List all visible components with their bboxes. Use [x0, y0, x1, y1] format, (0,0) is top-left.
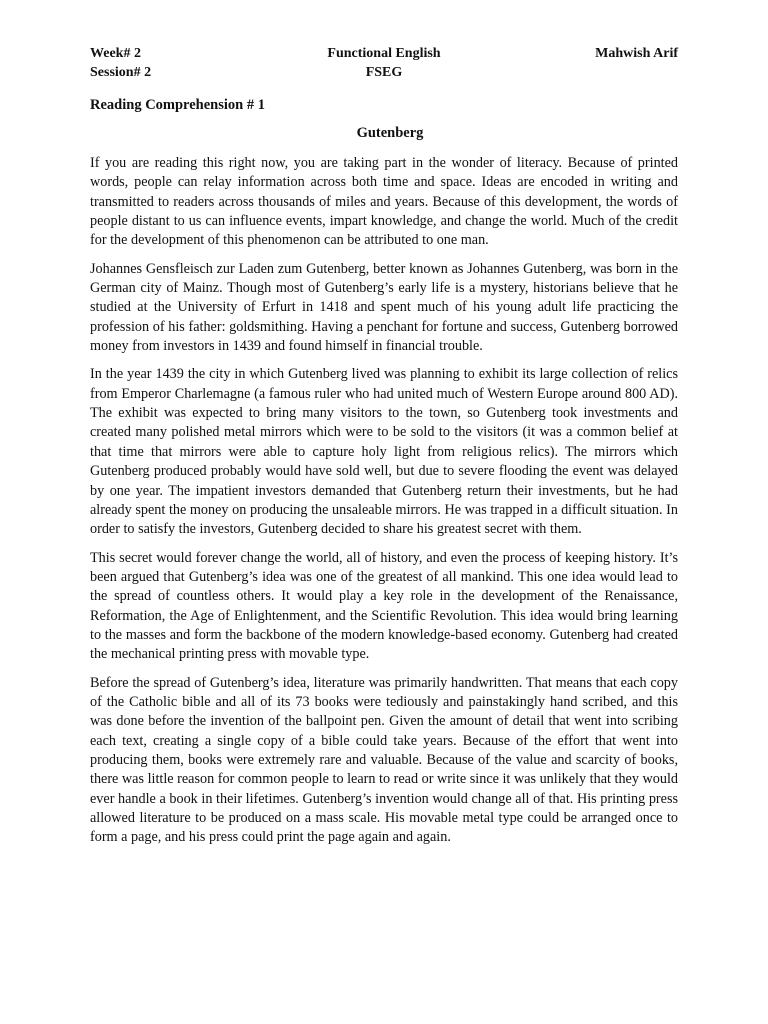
paragraph-4: This secret would forever change the world, all of history, and even the process of keeping history. It’s been argued that Gutenberg’s idea was one of the greatest of all mankind. This one idea would lead to the spread of countless others. It would play a key role in the development of the Renaissance, Reformation, the Age of Enlightenment, and the Scientific Revolution. This idea would bring learning to the masses and form the backbone of the modern knowledge-based economy. Gutenberg had created the mechanical printing press with movable type. — [90, 549, 678, 663]
department-label: FSEG — [365, 65, 403, 80]
header-row-2 — [90, 63, 678, 82]
course-title: Functional English — [327, 46, 441, 61]
section-title: Reading Comprehension # 1 — [90, 97, 265, 113]
header-row-1 — [90, 44, 678, 63]
paragraph-1: If you are reading this right now, you are taking part in the wonder of literacy. Because of printed words, people can relay information across both time and space. Ideas are encoded in writing and transmitted to readers across thousands of miles and years. Because of this development, the words of people distant to us can influence events, impart knowledge, and change the world. Much of the credit for the development of this phenomenon can be attributed to one man. — [90, 155, 678, 249]
week-label: Week# 2 — [90, 46, 141, 61]
author-name: Mahwish Arif — [595, 46, 678, 61]
document-page — [90, 44, 678, 848]
paragraph-3: In the year 1439 the city in which Gutenberg lived was planning to exhibit its large collection of relics from Emperor Charlemagne (a famous ruler who had united much of Western Europe around 800 AD). The exhibit was expected to bring many visitors to the town, so Gutenberg took investments and created many polished metal mirrors which were to be sold to the visitors (it was a common belief at that time that mirrors were able to capture holy light from religious relics). The mirrors which Gutenberg produced probably would have sold well, but due to severe flooding the event was delayed by one year. The impatient investors demanded that Gutenberg return their investments, but he had already spent the money on producing the unsaleable mirrors. He was trapped in a difficult situation. In order to satisfy the investors, Gutenberg decided to share his greatest secret with them. — [90, 366, 678, 538]
paragraph-2: Johannes Gensfleisch zur Laden zum Gutenberg, better known as Johannes Gutenberg, was born in the German city of Mainz. Though most of Gutenberg’s early life is a mystery, historians believe that he studied at the University of Erfurt in 1418 and spent much of his young adult life practicing the profession of his father: goldsmithing. Having a penchant for fortune and success, Gutenberg borrowed money from investors in 1439 and found himself in financial trouble. — [90, 260, 678, 355]
document-title: Gutenberg — [356, 125, 424, 141]
session-label: Session# 2 — [90, 65, 152, 80]
paragraph-5: Before the spread of Gutenberg’s idea, literature was primarily handwritten. That means that each copy of the Catholic bible and all of its 73 books were tediously and painstakingly hand scribed, and this was done before the invention of the ballpoint pen. Given the amount of detail that went into scribing each text, creating a single copy of a bible could take years. Because of the effort that went into producing them, books were extremely rare and valuable. Because of the value and scarcity of books, there was little reason for common people to learn to read or write since it was unlikely that they would ever handle a book in their lifetimes. Gutenberg’s invention would change all of that. His printing press allowed literature to be produced on a mass scale. His movable metal type could be arranged once to form a page, and his press could print the page again and again. — [90, 674, 678, 846]
